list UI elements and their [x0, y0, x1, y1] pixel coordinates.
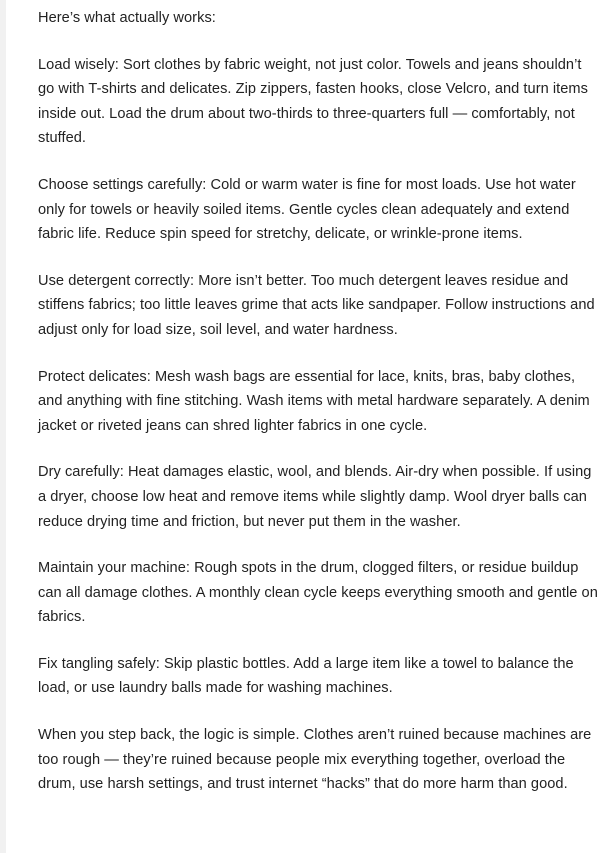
tip-protect-delicates: Protect delicates: Mesh wash bags are essential for lace, knits, bras, baby clothes, and anything with fine stitching. Wash items with metal hardware separately. A denim jacket or riveted jeans can shred lighter fabrics in one cycle.	[38, 368, 590, 434]
conclusion-paragraph: When you step back, the logic is simple. Clothes aren’t ruined because machines are too rough — they’re ruined because people mix everything together, overload the drum, use harsh settings, and trust internet “hacks” that do more harm than good.	[38, 727, 592, 793]
tip-maintain-machine: Maintain your machine: Rough spots in the drum, clogged filters, or residue buildup can all damage clothes. A monthly clean cycle keeps everything smooth and gentle on fabrics.	[38, 560, 598, 626]
tip-choose-settings: Choose settings carefully: Cold or warm water is fine for most loads. Use hot water only for towels or heavily soiled items. Gentle cycles clean adequately and extend fabric life. Reduce spin speed for stretchy, delicate, or wrinkle-prone items.	[38, 176, 576, 243]
intro-paragraph: Here’s what actually works:	[38, 10, 216, 26]
message-content	[38, 6, 598, 819]
tip-fix-tangling: Fix tangling safely: Skip plastic bottles. Add a large item like a towel to balance the load, or use laundry balls made for washing machines.	[38, 655, 574, 697]
left-border	[0, 0, 6, 853]
tip-dry-carefully: Dry carefully: Heat damages elastic, wool, and blends. Air-dry when possible. If using a dryer, choose low heat and remove items while slightly damp. Wool dryer balls can reduce drying time and friction, but never put them in the washer.	[38, 464, 592, 530]
tip-use-detergent: Use detergent correctly: More isn’t better. Too much detergent leaves residue and stiffens fabrics; too little leaves grime that acts like sandpaper. Follow instructions and adjust only for load size, soil level, and water hardness.	[38, 272, 595, 338]
tip-load-wisely: Load wisely: Sort clothes by fabric weight, not just color. Towels and jeans shouldn’t go with T-shirts and delicates. Zip zippers, fasten hooks, close Velcro, and turn items inside out. Load the drum about two-thirds to three-quarters full — comfortably, not stuffed.	[38, 56, 588, 147]
